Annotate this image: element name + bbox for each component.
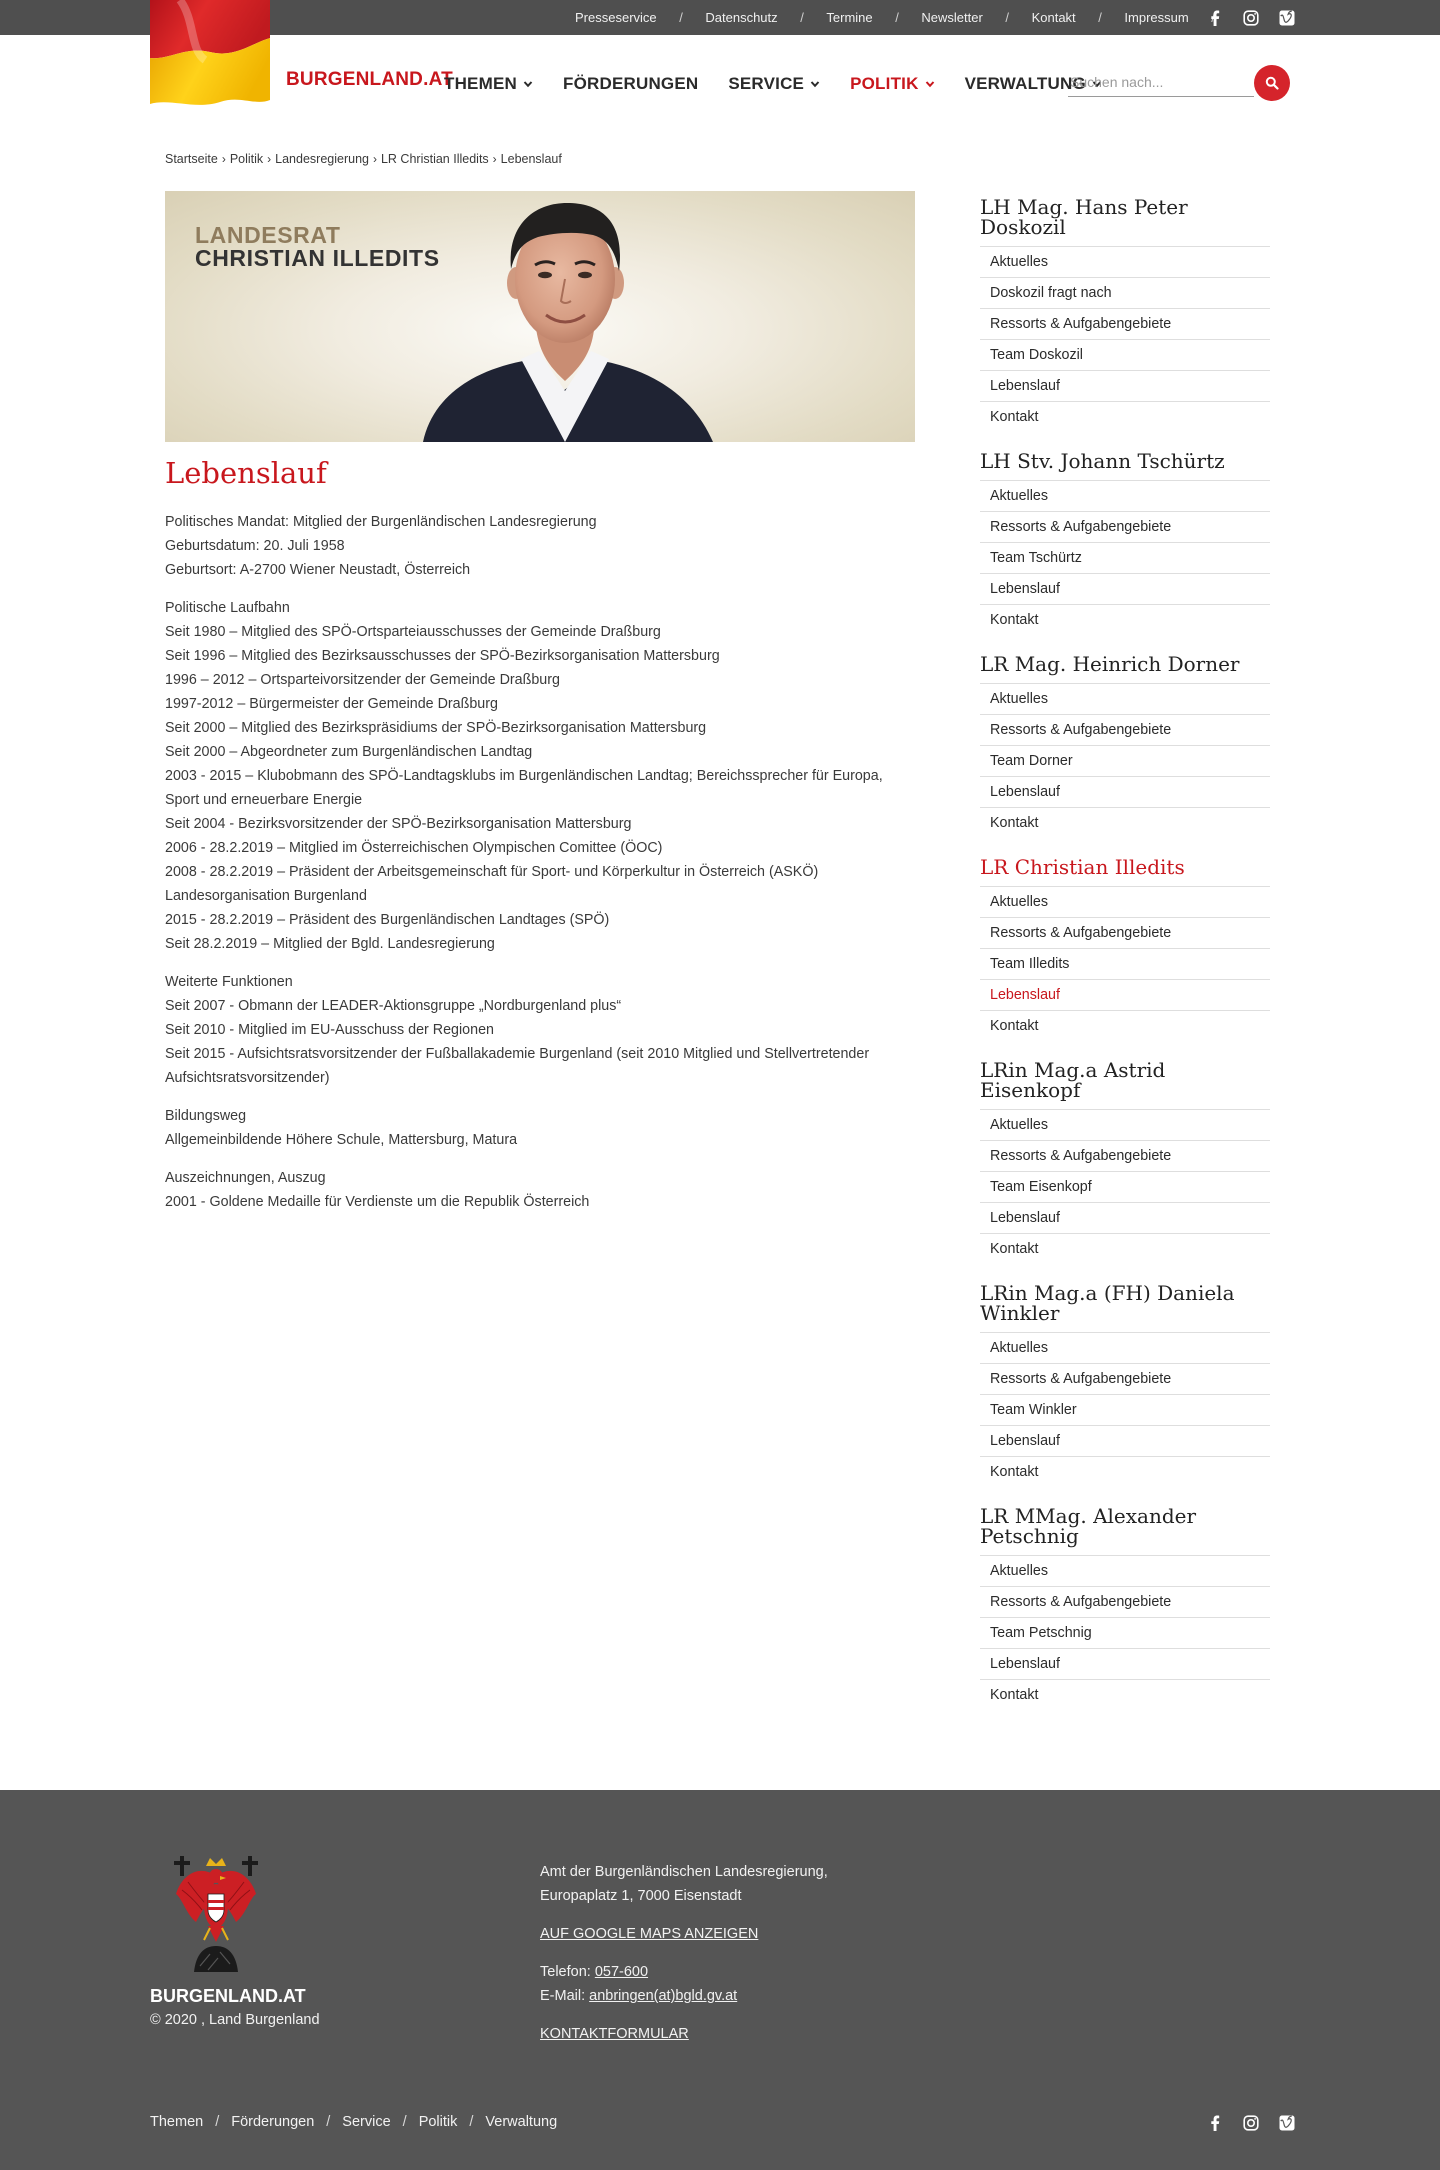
sidebar-group [980,194,1270,432]
cv-paragraph [165,1104,915,1152]
sidebar-item[interactable]: Team Tschürtz [980,542,1270,573]
instagram-icon[interactable] [1242,9,1260,27]
sidebar-item[interactable]: Aktuelles [980,1555,1270,1586]
cv-paragraph [165,596,915,956]
hero-kicker: LANDESRAT [195,222,341,248]
sidebar-item[interactable]: Kontakt [980,1010,1270,1041]
nav-item-label: SERVICE [728,74,805,93]
sidebar-group [980,1503,1270,1710]
footer [0,1790,1440,2170]
topbar-separator: / [895,10,899,25]
cv-line: 2003 - 2015 – Klubobmann des SPÖ-Landtagsklubs im Burgenländischen Landtag; Bereichssprecher für Europa, [165,768,883,784]
cv-line: Allgemeinbildende Höhere Schule, Mattersburg, Matura [165,1132,518,1148]
sidebar-item[interactable]: Aktuelles [980,480,1270,511]
footer-nav-link[interactable]: Service [342,2114,391,2130]
sidebar-item[interactable]: Ressorts & Aufgabengebiete [980,1363,1270,1394]
instagram-icon[interactable] [1242,2114,1260,2132]
vimeo-icon[interactable] [1278,2114,1296,2132]
chevron-right-icon: › [221,152,226,166]
cv-line: Geburtsdatum: 20. Juli 1958 [165,538,345,554]
sidebar-item[interactable]: Ressorts & Aufgabengebiete [980,714,1270,745]
sidebar-item[interactable]: Kontakt [980,401,1270,432]
cv-line: Seit 2007 - Obmann der LEADER-Aktionsgruppe „Nordburgenland plus“ [165,998,622,1014]
main-content [165,452,915,1228]
sidebar-item[interactable]: Kontakt [980,604,1270,635]
cv-line: Aufsichtsratsvorsitzender) [165,1070,330,1086]
sidebar-item[interactable]: Lebenslauf [980,573,1270,604]
footer-nav-link[interactable]: Verwaltung [485,2114,558,2130]
sidebar-group [980,1280,1270,1487]
sidebar-item[interactable]: Kontakt [980,1456,1270,1487]
chevron-down-icon [925,79,935,89]
cv-line: Seit 2015 - Aufsichtsratsvorsitzender der Fußballakademie Burgenland (seit 2010 Mitglied und Stellvertretender [165,1046,870,1062]
footer-brand: BURGENLAND.AT [150,1986,306,2006]
footer-nav-separator: / [469,2114,474,2130]
cv-line: Landesorganisation Burgenland [165,888,367,904]
cv-line: Geburtsort: A-2700 Wiener Neustadt, Österreich [165,562,471,578]
footer-email [540,1984,828,2008]
sidebar-group-title[interactable]: LRin Mag.a Astrid Eisenkopf [980,1058,1166,1102]
breadcrumb-item[interactable]: LR Christian Illedits [380,152,489,166]
topbar-link[interactable]: Termine [826,10,873,25]
phone-label: Telefon: [540,1964,591,1980]
sidebar-group-title[interactable]: LR Mag. Heinrich Dorner [980,652,1240,676]
cv-text [165,510,915,1214]
breadcrumb [165,152,562,166]
sidebar-item[interactable]: Aktuelles [980,1332,1270,1363]
chevron-down-icon [810,79,820,89]
breadcrumb-item[interactable]: Startseite [165,152,218,166]
facebook-icon[interactable] [1206,2114,1224,2132]
nav-item-label: FÖRDERUNGEN [562,74,699,93]
sidebar-item[interactable]: Aktuelles [980,683,1270,714]
cv-line: 2008 - 28.2.2019 – Präsident der Arbeitsgemeinschaft für Sport- und Körperkultur in Österreich (ASKÖ) [165,864,819,880]
breadcrumb-item[interactable]: Landesregierung [275,152,369,166]
sidebar-group [980,854,1270,1041]
footer-nav-separator: / [215,2114,220,2130]
footer-social-icons [1206,2112,1296,2134]
search-input[interactable] [1068,67,1254,97]
footer-nav [150,2114,557,2130]
sidebar-item[interactable]: Aktuelles [980,1109,1270,1140]
sidebar-group-title[interactable]: LRin Mag.a (FH) Daniela Winkler [980,1281,1235,1325]
sidebar-item[interactable]: Lebenslauf [980,1425,1270,1456]
main-nav [444,70,1132,98]
cv-line: Seit 2000 – Abgeordneter zum Burgenländischen Landtag [165,744,533,760]
sidebar-item[interactable]: Ressorts & Aufgabengebiete [980,917,1270,948]
footer-nav-separator: / [326,2114,331,2130]
sidebar-item[interactable]: Ressorts & Aufgabengebiete [980,1586,1270,1617]
sidebar-group [980,651,1270,838]
sidebar-item[interactable]: Ressorts & Aufgabengebiete [980,1140,1270,1171]
sidebar-item[interactable]: Lebenslauf [980,776,1270,807]
sidebar-group-title[interactable]: LR MMag. Alexander Petschnig [980,1504,1197,1548]
hero-name: CHRISTIAN ILLEDITS [195,245,440,271]
chevron-down-icon [523,79,533,89]
cv-line: Politische Laufbahn [165,600,290,616]
sidebar-group [980,1057,1270,1264]
topbar-separator: / [679,10,683,25]
sidebar-item[interactable]: Lebenslauf [980,1648,1270,1679]
nav-item-label: POLITIK [850,74,919,93]
cv-line: Sport und erneuerbare Energie [165,792,363,808]
sidebar-item[interactable]: Team Dorner [980,745,1270,776]
hero-banner [165,191,915,442]
footer-contact [540,1860,828,2046]
chevron-right-icon: › [372,152,377,166]
cv-line: Seit 2000 – Mitglied des Bezirkspräsidiums der SPÖ-Bezirksorganisation Mattersburg [165,720,707,736]
brand-logo-text[interactable]: BURGENLAND.AT [286,69,453,90]
sidebar-item[interactable]: Team Eisenkopf [980,1171,1270,1202]
phone-link[interactable]: 057-600 [594,1964,649,1980]
topbar-social-icons [1206,0,1296,35]
cv-line: Seit 1996 – Mitglied des Bezirksausschusses der SPÖ-Bezirksorganisation Mattersburg [165,648,720,664]
portrait-photo [403,191,733,442]
footer-phone [540,1960,828,1984]
cv-line: 1997-2012 – Bürgermeister der Gemeinde Draßburg [165,696,498,712]
facebook-icon[interactable] [1206,9,1224,27]
cv-line: Weiterte Funktionen [165,974,293,990]
google-maps-link[interactable]: AUF GOOGLE MAPS ANZEIGEN [540,1926,759,1942]
sidebar-group-title[interactable]: LR Christian Illedits [980,855,1185,879]
cv-paragraph [165,970,915,1090]
sidebar-item[interactable]: Aktuelles [980,246,1270,277]
cv-line: Auszeichnungen, Auszug [165,1170,326,1186]
nav-item-politik[interactable] [850,74,934,94]
breadcrumb-item: Lebenslauf [500,152,562,166]
sidebar-group [980,448,1270,635]
utility-nav [575,0,1215,35]
nav-item-label: THEMEN [444,74,517,93]
sidebar-item[interactable]: Team Petschnig [980,1617,1270,1648]
topbar-separator: / [1005,10,1010,25]
cv-line: 2015 - 28.2.2019 – Präsident des Burgenländischen Landtages (SPÖ) [165,912,610,928]
cv-line: 2001 - Goldene Medaille für Verdienste um die Republik Österreich [165,1194,590,1210]
chevron-right-icon: › [267,152,272,166]
coat-of-arms-logo [170,1854,262,1972]
sidebar-group-title[interactable]: LH Mag. Hans Peter Doskozil [980,195,1188,239]
cv-line: Seit 1980 – Mitglied des SPÖ-Ortsparteiausschusses der Gemeinde Draßburg [165,624,661,640]
cv-paragraph [165,510,915,582]
cv-line: Politisches Mandat: Mitglied der Burgenländischen Landesregierung [165,514,597,530]
search-icon [1265,76,1279,90]
sidebar-item[interactable]: Team Illedits [980,948,1270,979]
footer-copyright: © 2020 , Land Burgenland [150,2012,320,2028]
sidebar-item[interactable]: Doskozil fragt nach [980,277,1270,308]
sidebar-item[interactable]: Lebenslauf [980,1202,1270,1233]
topbar-separator: / [1098,10,1102,25]
email-link[interactable]: anbringen(at)bgld.gv.at [589,1988,738,2004]
topbar-link[interactable]: Impressum [1124,10,1189,25]
sidebar-item[interactable]: Kontakt [980,1233,1270,1264]
sidebar-item[interactable]: Team Winkler [980,1394,1270,1425]
nav-item-förderungen[interactable] [563,74,698,94]
footer-address-line: Amt der Burgenländischen Landesregierung, [540,1864,828,1880]
topbar-link[interactable]: Kontakt [1031,10,1076,25]
footer-nav-separator: / [402,2114,407,2130]
breadcrumb-item[interactable]: Politik [229,152,264,166]
contact-form-link[interactable]: KONTAKTFORMULAR [540,2026,689,2042]
nav-item-service[interactable] [728,74,820,94]
footer-nav-link[interactable]: Politik [418,2114,458,2130]
chevron-right-icon: › [492,152,497,166]
topbar-link[interactable]: Datenschutz [705,10,778,25]
topbar-separator: / [800,10,804,25]
topbar-link[interactable]: Presseservice [575,10,657,25]
sidebar-item[interactable]: Kontakt [980,1679,1270,1710]
sidebar-group-title[interactable]: LH Stv. Johann Tschürtz [980,449,1225,473]
sidebar-item[interactable]: Ressorts & Aufgabengebiete [980,511,1270,542]
cv-line: Bildungsweg [165,1108,247,1124]
vimeo-icon[interactable] [1278,9,1296,27]
cv-line: Seit 2010 - Mitglied im EU-Ausschuss der Regionen [165,1022,494,1038]
nav-item-themen[interactable] [444,74,533,94]
email-label: E-Mail: [540,1988,586,2004]
footer-nav-link[interactable]: Themen [150,2114,204,2130]
footer-address-line: Europaplatz 1, 7000 Eisenstadt [540,1888,742,1904]
page-title: Lebenslauf [165,456,327,490]
topbar-link[interactable]: Newsletter [921,10,983,25]
flag-logo[interactable] [150,0,270,108]
cv-line: Seit 28.2.2019 – Mitglied der Bgld. Landesregierung [165,936,495,952]
sidebar-item[interactable]: Lebenslauf [980,370,1270,401]
government-sidebar [980,194,1270,1726]
cv-paragraph [165,1166,915,1214]
sidebar-item[interactable]: Team Doskozil [980,339,1270,370]
cv-line: Seit 2004 - Bezirksvorsitzender der SPÖ-Bezirksorganisation Mattersburg [165,816,632,832]
footer-nav-link[interactable]: Förderungen [231,2114,315,2130]
search-button[interactable] [1254,65,1290,101]
sidebar-item[interactable]: Kontakt [980,807,1270,838]
cv-line: 2006 - 28.2.2019 – Mitglied im Österreichischen Olympischen Comittee (ÖOC) [165,840,663,856]
sidebar-item[interactable]: Aktuelles [980,886,1270,917]
sidebar-item[interactable]: Ressorts & Aufgabengebiete [980,308,1270,339]
cv-line: 1996 – 2012 – Ortsparteivorsitzender der Gemeinde Draßburg [165,672,560,688]
sidebar-item[interactable]: Lebenslauf [980,979,1270,1010]
nav-item-label: VERWALTUNG [964,74,1086,93]
